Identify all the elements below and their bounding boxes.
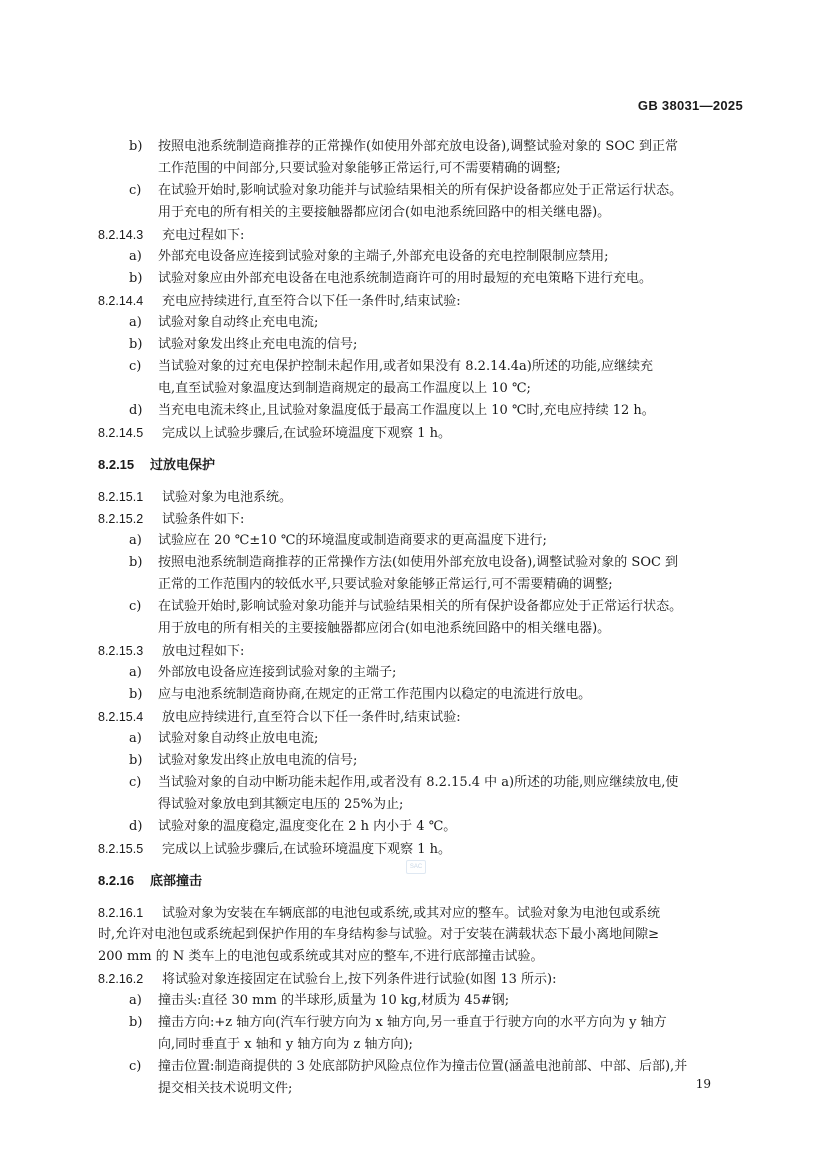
clause-number: 8.2.15.2: [98, 512, 144, 526]
list-marker: c): [129, 599, 142, 614]
list-marker: b): [129, 753, 143, 768]
clause-line: [98, 706, 748, 728]
list-item: [98, 268, 748, 290]
clause-text: 试验对象为电池系统。: [162, 490, 293, 505]
clause-number: 8.2.15.1: [98, 490, 144, 504]
list-item: [98, 1056, 748, 1078]
list-item: [98, 772, 748, 794]
list-item: [98, 990, 748, 1012]
section-title: 过放电保护: [150, 457, 216, 472]
page-number: 19: [695, 1077, 711, 1091]
continuation-text: 提交相关技术说明文件;: [158, 1081, 293, 1096]
list-marker: a): [129, 249, 142, 264]
list-item: [98, 1012, 748, 1034]
list-item-text: 撞击位置:制造商提供的 3 处底部防护风险点位作为撞击位置(涵盖电池前部、中部、后部),并: [158, 1059, 688, 1074]
continuation-text: 电,直至试验对象温度达到制造商规定的最高工作温度以上 10 ℃;: [158, 381, 531, 396]
list-item: [98, 180, 748, 202]
clause-number: 8.2.14.5: [98, 426, 144, 440]
list-item-text: 当试验对象的自动中断功能未起作用,或者没有 8.2.15.4 中 a)所述的功能,则应继续放电,使: [158, 775, 679, 790]
clause-number: 8.2.15.4: [98, 710, 144, 724]
list-item-text: 试验对象发出终止充电电流的信号;: [158, 337, 358, 352]
list-item: [98, 530, 748, 552]
list-item-text: 试验应在 20 ℃±10 ℃的环境温度或制造商要求的更高温度下进行;: [158, 533, 547, 548]
clause-line: [98, 640, 748, 662]
clause-text: 完成以上试验步骤后,在试验环境温度下观察 1 h。: [162, 842, 452, 857]
continuation-line: [98, 378, 748, 400]
section-number: 8.2.15: [98, 457, 135, 472]
list-marker: b): [129, 687, 143, 702]
continuation-line: [98, 574, 748, 596]
list-item-text: 在试验开始时,影响试验对象功能并与试验结果相关的所有保护设备都应处于正常运行状态。: [158, 183, 683, 198]
list-item: [98, 400, 748, 422]
clause-text: 充电应持续进行,直至符合以下任一条件时,结束试验:: [162, 294, 461, 309]
clause-number: 8.2.16.2: [98, 972, 144, 986]
list-item-text: 试验对象自动终止充电电流;: [158, 315, 319, 330]
list-marker: c): [129, 775, 142, 790]
continuation-line: [98, 618, 748, 640]
list-item-text: 按照电池系统制造商推荐的正常操作(如使用外部充放电设备),调整试验对象的 SOC 到正常: [158, 139, 679, 154]
list-marker: b): [129, 139, 143, 154]
clause-text: 放电过程如下:: [162, 644, 245, 659]
continuation-text: 正常的工作范围内的较低水平,只要试验对象能够正常运行,可不需要精确的调整;: [158, 577, 613, 592]
list-item: [98, 728, 748, 750]
continuation-text: 200 mm 的 N 类车上的电池包或系统或其对应的整车,不进行底部撞击试验。: [98, 949, 544, 964]
continuation-line: [98, 158, 748, 180]
clause-line: [98, 422, 748, 444]
section-title: 底部撞击: [150, 873, 203, 888]
clause-text: 试验对象为安装在车辆底部的电池包或系统,或其对应的整车。试验对象为电池包或系统: [162, 906, 661, 921]
watermark-logo: SAC: [406, 860, 426, 874]
clause-line: [98, 224, 748, 246]
continuation-line: [98, 1078, 748, 1100]
clause-line: [98, 486, 748, 508]
list-item-text: 试验对象自动终止放电电流;: [158, 731, 319, 746]
list-marker: c): [129, 1059, 142, 1074]
list-marker: a): [129, 993, 142, 1008]
clause-text: 将试验对象连接固定在试验台上,按下列条件进行试验(如图 13 所示):: [162, 972, 557, 987]
clause-line: [98, 838, 748, 860]
section-heading: [98, 454, 748, 476]
list-item-text: 试验对象发出终止放电电流的信号;: [158, 753, 358, 768]
list-item: [98, 750, 748, 772]
continuation-text: 向,同时垂直于 x 轴和 y 轴方向为 z 轴方向);: [158, 1037, 413, 1052]
list-item: [98, 684, 748, 706]
list-item-text: 当试验对象的过充电保护控制未起作用,或者如果没有 8.2.14.4a)所述的功能,应继续充: [158, 359, 653, 374]
list-item-text: 撞击方向:+z 轴方向(汽车行驶方向为 x 轴方向,另一垂直于行驶方向的水平方向为 y 轴方: [158, 1015, 667, 1030]
clause-text: 充电过程如下:: [162, 228, 245, 243]
clause-line: [98, 968, 748, 990]
section-number: 8.2.16: [98, 873, 135, 888]
list-marker: a): [129, 533, 142, 548]
list-marker: a): [129, 731, 142, 746]
list-marker: d): [129, 403, 143, 418]
list-item: [98, 356, 748, 378]
list-item-text: 当充电电流未终止,且试验对象温度低于最高工作温度以上 10 ℃时,充电应持续 12 h。: [158, 403, 655, 418]
clause-line: [98, 290, 748, 312]
continuation-text: 时,允许对电池包或系统起到保护作用的车身结构参与试验。对于安装在满载状态下最小离地间隙≥: [98, 927, 660, 942]
list-item-text: 试验对象应由外部充电设备在电池系统制造商许可的用时最短的充电策略下进行充电。: [158, 271, 653, 286]
list-marker: b): [129, 1015, 143, 1030]
clause-text: 放电应持续进行,直至符合以下任一条件时,结束试验:: [162, 710, 461, 725]
list-item-text: 撞击头:直径 30 mm 的半球形,质量为 10 kg,材质为 45#钢;: [158, 993, 510, 1008]
list-marker: a): [129, 315, 142, 330]
clause-line: [98, 902, 748, 924]
clause-line: [98, 508, 748, 530]
clause-number: 8.2.14.3: [98, 228, 144, 242]
list-item: [98, 662, 748, 684]
clause-text: 试验条件如下:: [162, 512, 245, 527]
continuation-line: [98, 946, 748, 968]
list-marker: b): [129, 555, 143, 570]
list-item-text: 外部放电设备应连接到试验对象的主端子;: [158, 665, 397, 680]
continuation-line: [98, 924, 748, 946]
clause-number: 8.2.14.4: [98, 294, 144, 308]
list-marker: c): [129, 183, 142, 198]
list-item: [98, 552, 748, 574]
list-item-text: 在试验开始时,影响试验对象功能并与试验结果相关的所有保护设备都应处于正常运行状态。: [158, 599, 683, 614]
continuation-line: [98, 1034, 748, 1056]
list-item: [98, 596, 748, 618]
list-item-text: 外部充电设备应连接到试验对象的主端子,外部充电设备的充电控制限制应禁用;: [158, 249, 609, 264]
clause-number: 8.2.15.3: [98, 644, 144, 658]
list-item: [98, 816, 748, 838]
continuation-text: 用于充电的所有相关的主要接触器都应闭合(如电池系统回路中的相关继电器)。: [158, 205, 611, 220]
clause-text: 完成以上试验步骤后,在试验环境温度下观察 1 h。: [162, 426, 452, 441]
list-item: [98, 246, 748, 268]
list-marker: c): [129, 359, 142, 374]
list-item-text: 按照电池系统制造商推荐的正常操作方法(如使用外部充放电设备),调整试验对象的 SOC 到: [158, 555, 679, 570]
list-item-text: 试验对象的温度稳定,温度变化在 2 h 内小于 4 ℃。: [158, 819, 457, 834]
clause-number: 8.2.16.1: [98, 906, 144, 920]
list-item: [98, 312, 748, 334]
continuation-line: [98, 202, 748, 224]
clause-number: 8.2.15.5: [98, 842, 144, 856]
continuation-text: 用于放电的所有相关的主要接触器都应闭合(如电池系统回路中的相关继电器)。: [158, 621, 611, 636]
list-marker: b): [129, 337, 143, 352]
continuation-text: 工作范围的中间部分,只要试验对象能够正常运行,可不需要精确的调整;: [158, 161, 561, 176]
continuation-line: [98, 794, 748, 816]
list-marker: d): [129, 819, 143, 834]
list-marker: b): [129, 271, 143, 286]
list-item: [98, 136, 748, 158]
continuation-text: 得试验对象放电到其额定电压的 25%为止;: [158, 797, 404, 812]
list-item-text: 应与电池系统制造商协商,在规定的正常工作范围内以稳定的电流进行放电。: [158, 687, 592, 702]
list-marker: a): [129, 665, 142, 680]
list-item: [98, 334, 748, 356]
standard-number: GB 38031—2025: [637, 98, 743, 113]
document-body: [98, 136, 748, 1100]
